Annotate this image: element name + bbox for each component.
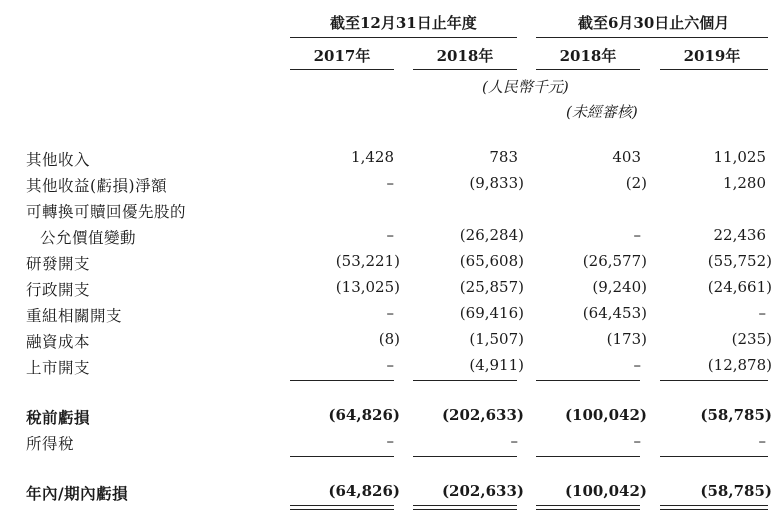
total-rule-1: [290, 456, 394, 457]
cell-value: (25,857): [459, 278, 524, 296]
cell-value: 11,025: [713, 148, 766, 166]
cell-value: (13,025): [335, 278, 400, 296]
header-group1-rule: [290, 37, 517, 38]
cell-value: (100,042): [564, 406, 647, 424]
cell-value: (202,633): [441, 406, 524, 424]
cell-value: (9,833): [469, 174, 524, 192]
cell-value: 783: [489, 148, 518, 166]
year-header-2018: 2018年: [436, 47, 494, 65]
double-rule-bottom-4: [660, 509, 768, 510]
year-header-2019-interim: 2019年: [683, 47, 741, 65]
year-header-2018-interim: 2018年: [559, 47, 617, 65]
cell-value: 1,428: [351, 148, 394, 166]
row-label-fair-value-change: 公允價值變動: [40, 229, 137, 247]
total-rule-4: [660, 456, 768, 457]
subtotal-rule-3: [536, 380, 640, 381]
cell-value: (64,826): [328, 482, 400, 500]
subtotal-rule-2: [413, 380, 517, 381]
cell-value: (4,911): [469, 356, 524, 374]
header-group-year-end: 截至12月31日止年度: [330, 14, 477, 32]
row-label-loss-before-tax: 稅前虧損: [26, 408, 91, 427]
cell-value: –: [633, 356, 641, 374]
year-header-2017: 2017年: [313, 47, 371, 65]
cell-value: (100,042): [564, 482, 647, 500]
cell-value: –: [386, 174, 394, 192]
double-rule-bottom-3: [536, 509, 640, 510]
cell-value: (55,752): [707, 252, 772, 270]
cell-value: –: [510, 432, 518, 450]
cell-value: –: [758, 304, 766, 322]
cell-value: (202,633): [441, 482, 524, 500]
subtotal-rule-1: [290, 380, 394, 381]
row-label-finance-costs: 融資成本: [26, 333, 91, 351]
row-label-other-income: 其他收入: [26, 151, 91, 169]
cell-value: –: [386, 226, 394, 244]
subtotal-rule-4: [660, 380, 768, 381]
cell-value: 403: [612, 148, 641, 166]
cell-value: –: [386, 356, 394, 374]
double-rule-top-1: [290, 505, 394, 506]
double-rule-bottom-1: [290, 509, 394, 510]
cell-value: (173): [606, 330, 647, 348]
cell-value: (24,661): [707, 278, 772, 296]
cell-value: (58,785): [700, 406, 772, 424]
row-label-loss-for-period: 年內/期內虧損: [26, 484, 129, 503]
row-label-listing-expenses: 上市開支: [26, 359, 91, 377]
double-rule-top-3: [536, 505, 640, 506]
row-label-rd-expenses: 研發開支: [26, 255, 91, 273]
cell-value: (26,577): [582, 252, 647, 270]
double-rule-top-4: [660, 505, 768, 506]
cell-value: (12,878): [707, 356, 772, 374]
header-group-six-months: 截至6月30日止六個月: [578, 14, 730, 32]
cell-value: –: [758, 432, 766, 450]
year-rule-2: [413, 69, 517, 70]
cell-value: –: [633, 226, 641, 244]
double-rule-top-2: [413, 505, 517, 506]
total-rule-3: [536, 456, 640, 457]
year-rule-3: [536, 69, 640, 70]
total-rule-2: [413, 456, 517, 457]
row-label-preferred-shares: 可轉換可贖回優先股的: [26, 203, 187, 221]
cell-value: (9,240): [592, 278, 647, 296]
cell-value: –: [633, 432, 641, 450]
row-label-other-gains-losses: 其他收益(虧損)淨額: [26, 177, 168, 195]
cell-value: (8): [378, 330, 400, 348]
cell-value: 22,436: [713, 226, 766, 244]
double-rule-bottom-2: [413, 509, 517, 510]
cell-value: (65,608): [459, 252, 524, 270]
header-group2-rule: [536, 37, 768, 38]
currency-unit-label: (人民幣千元): [482, 78, 569, 96]
row-label-restructuring: 重組相關開支: [26, 307, 123, 325]
cell-value: (53,221): [335, 252, 400, 270]
cell-value: (2): [625, 174, 647, 192]
cell-value: (26,284): [459, 226, 524, 244]
row-label-income-tax: 所得稅: [26, 435, 75, 453]
cell-value: (69,416): [459, 304, 524, 322]
cell-value: (235): [731, 330, 772, 348]
cell-value: (64,826): [328, 406, 400, 424]
cell-value: –: [386, 432, 394, 450]
cell-value: 1,280: [723, 174, 766, 192]
cell-value: (58,785): [700, 482, 772, 500]
cell-value: –: [386, 304, 394, 322]
cell-value: (64,453): [582, 304, 647, 322]
unaudited-label: (未經審核): [566, 103, 638, 121]
row-label-admin-expenses: 行政開支: [26, 281, 91, 299]
year-rule-1: [290, 69, 394, 70]
year-rule-4: [660, 69, 768, 70]
cell-value: (1,507): [469, 330, 524, 348]
